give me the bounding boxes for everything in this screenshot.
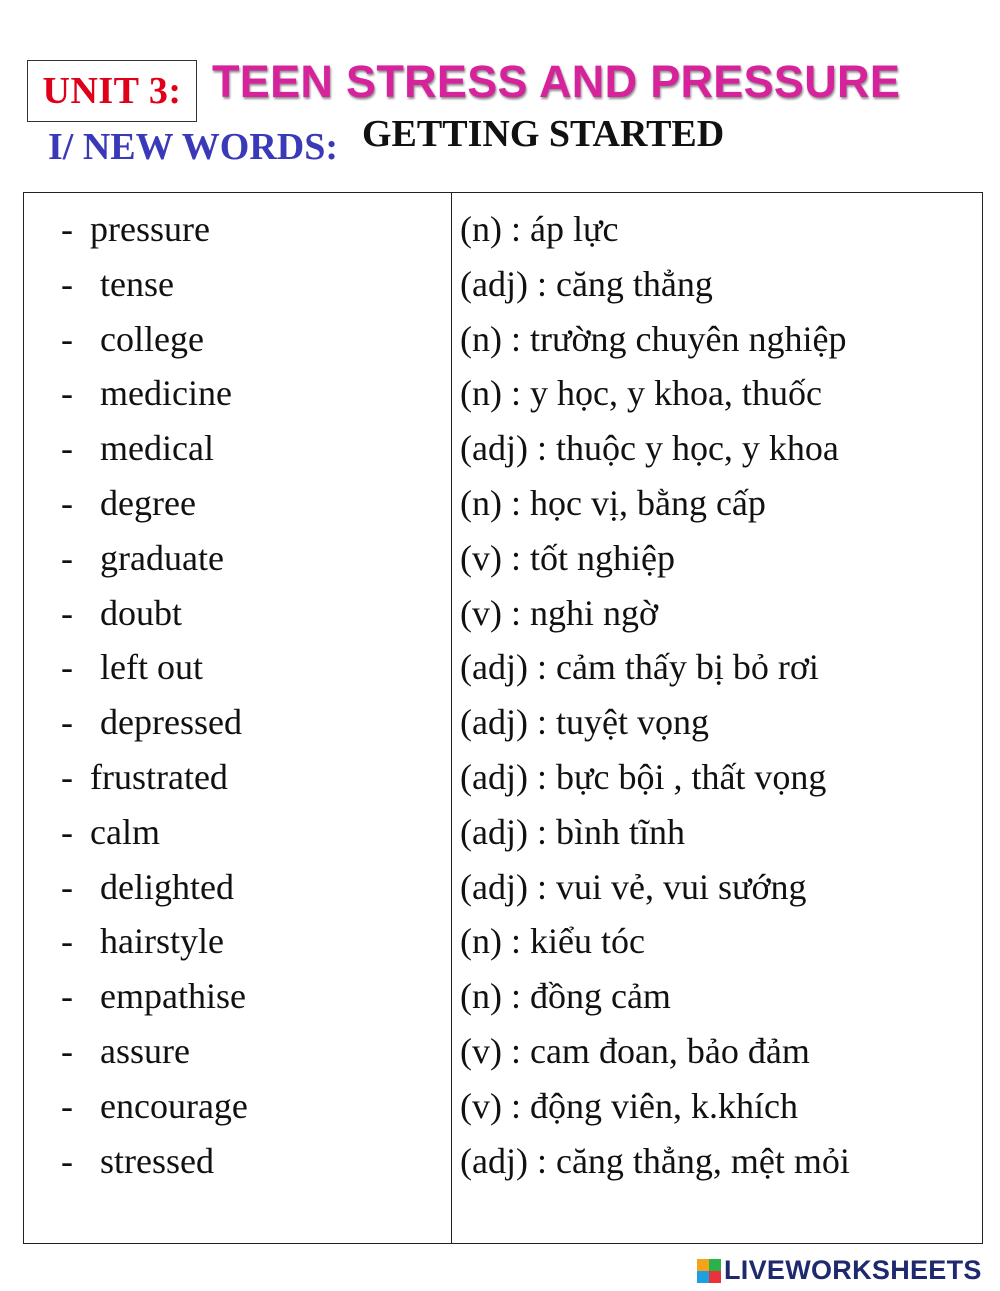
unit-label: UNIT 3:: [42, 70, 182, 112]
table-row: [24, 1024, 982, 1079]
vocab-meaning: (n) : trường chuyên nghiệp: [460, 318, 847, 359]
vocab-term: delighted: [100, 866, 234, 907]
vocab-meaning: (n) : áp lực: [460, 209, 619, 249]
vocab-term: doubt: [100, 592, 183, 633]
bullet-dash: -: [61, 263, 73, 304]
table-row: [24, 969, 982, 1024]
liveworksheets-logo: [697, 1255, 982, 1286]
bullet-dash: -: [61, 921, 73, 962]
vocab-meaning: (n) : học vị, bằng cấp: [460, 482, 766, 523]
vocab-meaning: (adj) : căng thẳng, mệt mỏi: [460, 1140, 850, 1181]
bullet-dash: -: [61, 1140, 73, 1181]
table-row: [24, 1079, 982, 1134]
table-row: [24, 750, 982, 805]
vocab-term: medical: [100, 428, 214, 469]
vocab-term: stressed: [100, 1140, 214, 1181]
vocab-term: degree: [100, 482, 196, 523]
section-label: I/ NEW WORDS:: [48, 126, 338, 168]
unit-label-box: [27, 60, 197, 122]
bullet-dash: -: [61, 647, 73, 688]
table-row: [24, 202, 982, 257]
table-row: [24, 257, 982, 312]
vocab-meaning: (adj) : căng thẳng: [460, 263, 713, 304]
table-row: [24, 1134, 982, 1189]
table-row: [24, 695, 982, 750]
page-title: TEEN STRESS AND PRESSURE: [212, 56, 901, 107]
vocab-term: empathise: [100, 976, 246, 1017]
vocabulary-rows: [24, 202, 982, 1188]
vocab-meaning: (n) : y học, y khoa, thuốc: [460, 373, 822, 414]
logo-text: LIVEWORKSHEETS: [724, 1255, 982, 1285]
bullet-dash: -: [61, 318, 73, 359]
section-subtitle: GETTING STARTED: [362, 113, 725, 155]
bullet-dash: -: [61, 866, 73, 907]
bullet-dash: -: [61, 811, 73, 852]
table-row: [24, 805, 982, 860]
bullet-dash: -: [61, 592, 73, 633]
table-row: [24, 586, 982, 641]
bullet-dash: -: [61, 976, 73, 1017]
table-row: [24, 640, 982, 695]
vocab-term: encourage: [100, 1085, 248, 1126]
bullet-dash: -: [61, 756, 73, 797]
table-row: [24, 366, 982, 421]
vocab-meaning: (n) : đồng cảm: [460, 976, 671, 1017]
table-row: [24, 421, 982, 476]
vocab-meaning: (adj) : bình tĩnh: [460, 811, 685, 852]
bullet-dash: -: [61, 428, 73, 469]
vocab-meaning: (adj) : tuyệt vọng: [460, 702, 709, 743]
vocabulary-table: [23, 192, 983, 1244]
bullet-dash: -: [61, 373, 73, 414]
vocab-meaning: (v) : động viên, k.khích: [460, 1085, 798, 1126]
vocab-term: depressed: [100, 702, 242, 743]
vocab-meaning: (n) : kiểu tóc: [460, 921, 645, 962]
vocab-term: left out: [100, 647, 203, 688]
vocab-meaning: (v) : tốt nghiệp: [460, 537, 675, 578]
table-row: [24, 914, 982, 969]
bullet-dash: -: [61, 702, 73, 743]
bullet-dash: -: [61, 537, 73, 578]
vocab-term: medicine: [100, 373, 232, 414]
vocab-term: assure: [100, 1030, 190, 1071]
vocab-meaning: (v) : cam đoan, bảo đảm: [460, 1030, 810, 1071]
vocab-term: pressure: [90, 209, 210, 249]
bullet-dash: -: [61, 209, 73, 249]
vocab-meaning: (adj) : cảm thấy bị bỏ rơi: [460, 647, 819, 688]
vocab-meaning: (adj) : vui vẻ, vui sướng: [460, 866, 807, 907]
table-row: [24, 860, 982, 915]
vocab-meaning: (v) : nghi ngờ: [460, 592, 659, 633]
table-row: [24, 531, 982, 586]
vocab-meaning: (adj) : bực bội , thất vọng: [460, 756, 827, 797]
liveworksheets-logo-icon: [697, 1259, 721, 1283]
vocab-term: college: [100, 318, 204, 359]
vocab-term: frustrated: [90, 756, 228, 797]
vocab-term: hairstyle: [100, 921, 224, 962]
vocab-meaning: (adj) : thuộc y học, y khoa: [460, 428, 839, 469]
vocab-term: tense: [100, 263, 174, 304]
bullet-dash: -: [61, 1030, 73, 1071]
vocab-term: calm: [90, 811, 160, 852]
table-row: [24, 476, 982, 531]
bullet-dash: -: [61, 1085, 73, 1126]
bullet-dash: -: [61, 482, 73, 523]
table-row: [24, 312, 982, 367]
vocab-term: graduate: [100, 537, 224, 578]
